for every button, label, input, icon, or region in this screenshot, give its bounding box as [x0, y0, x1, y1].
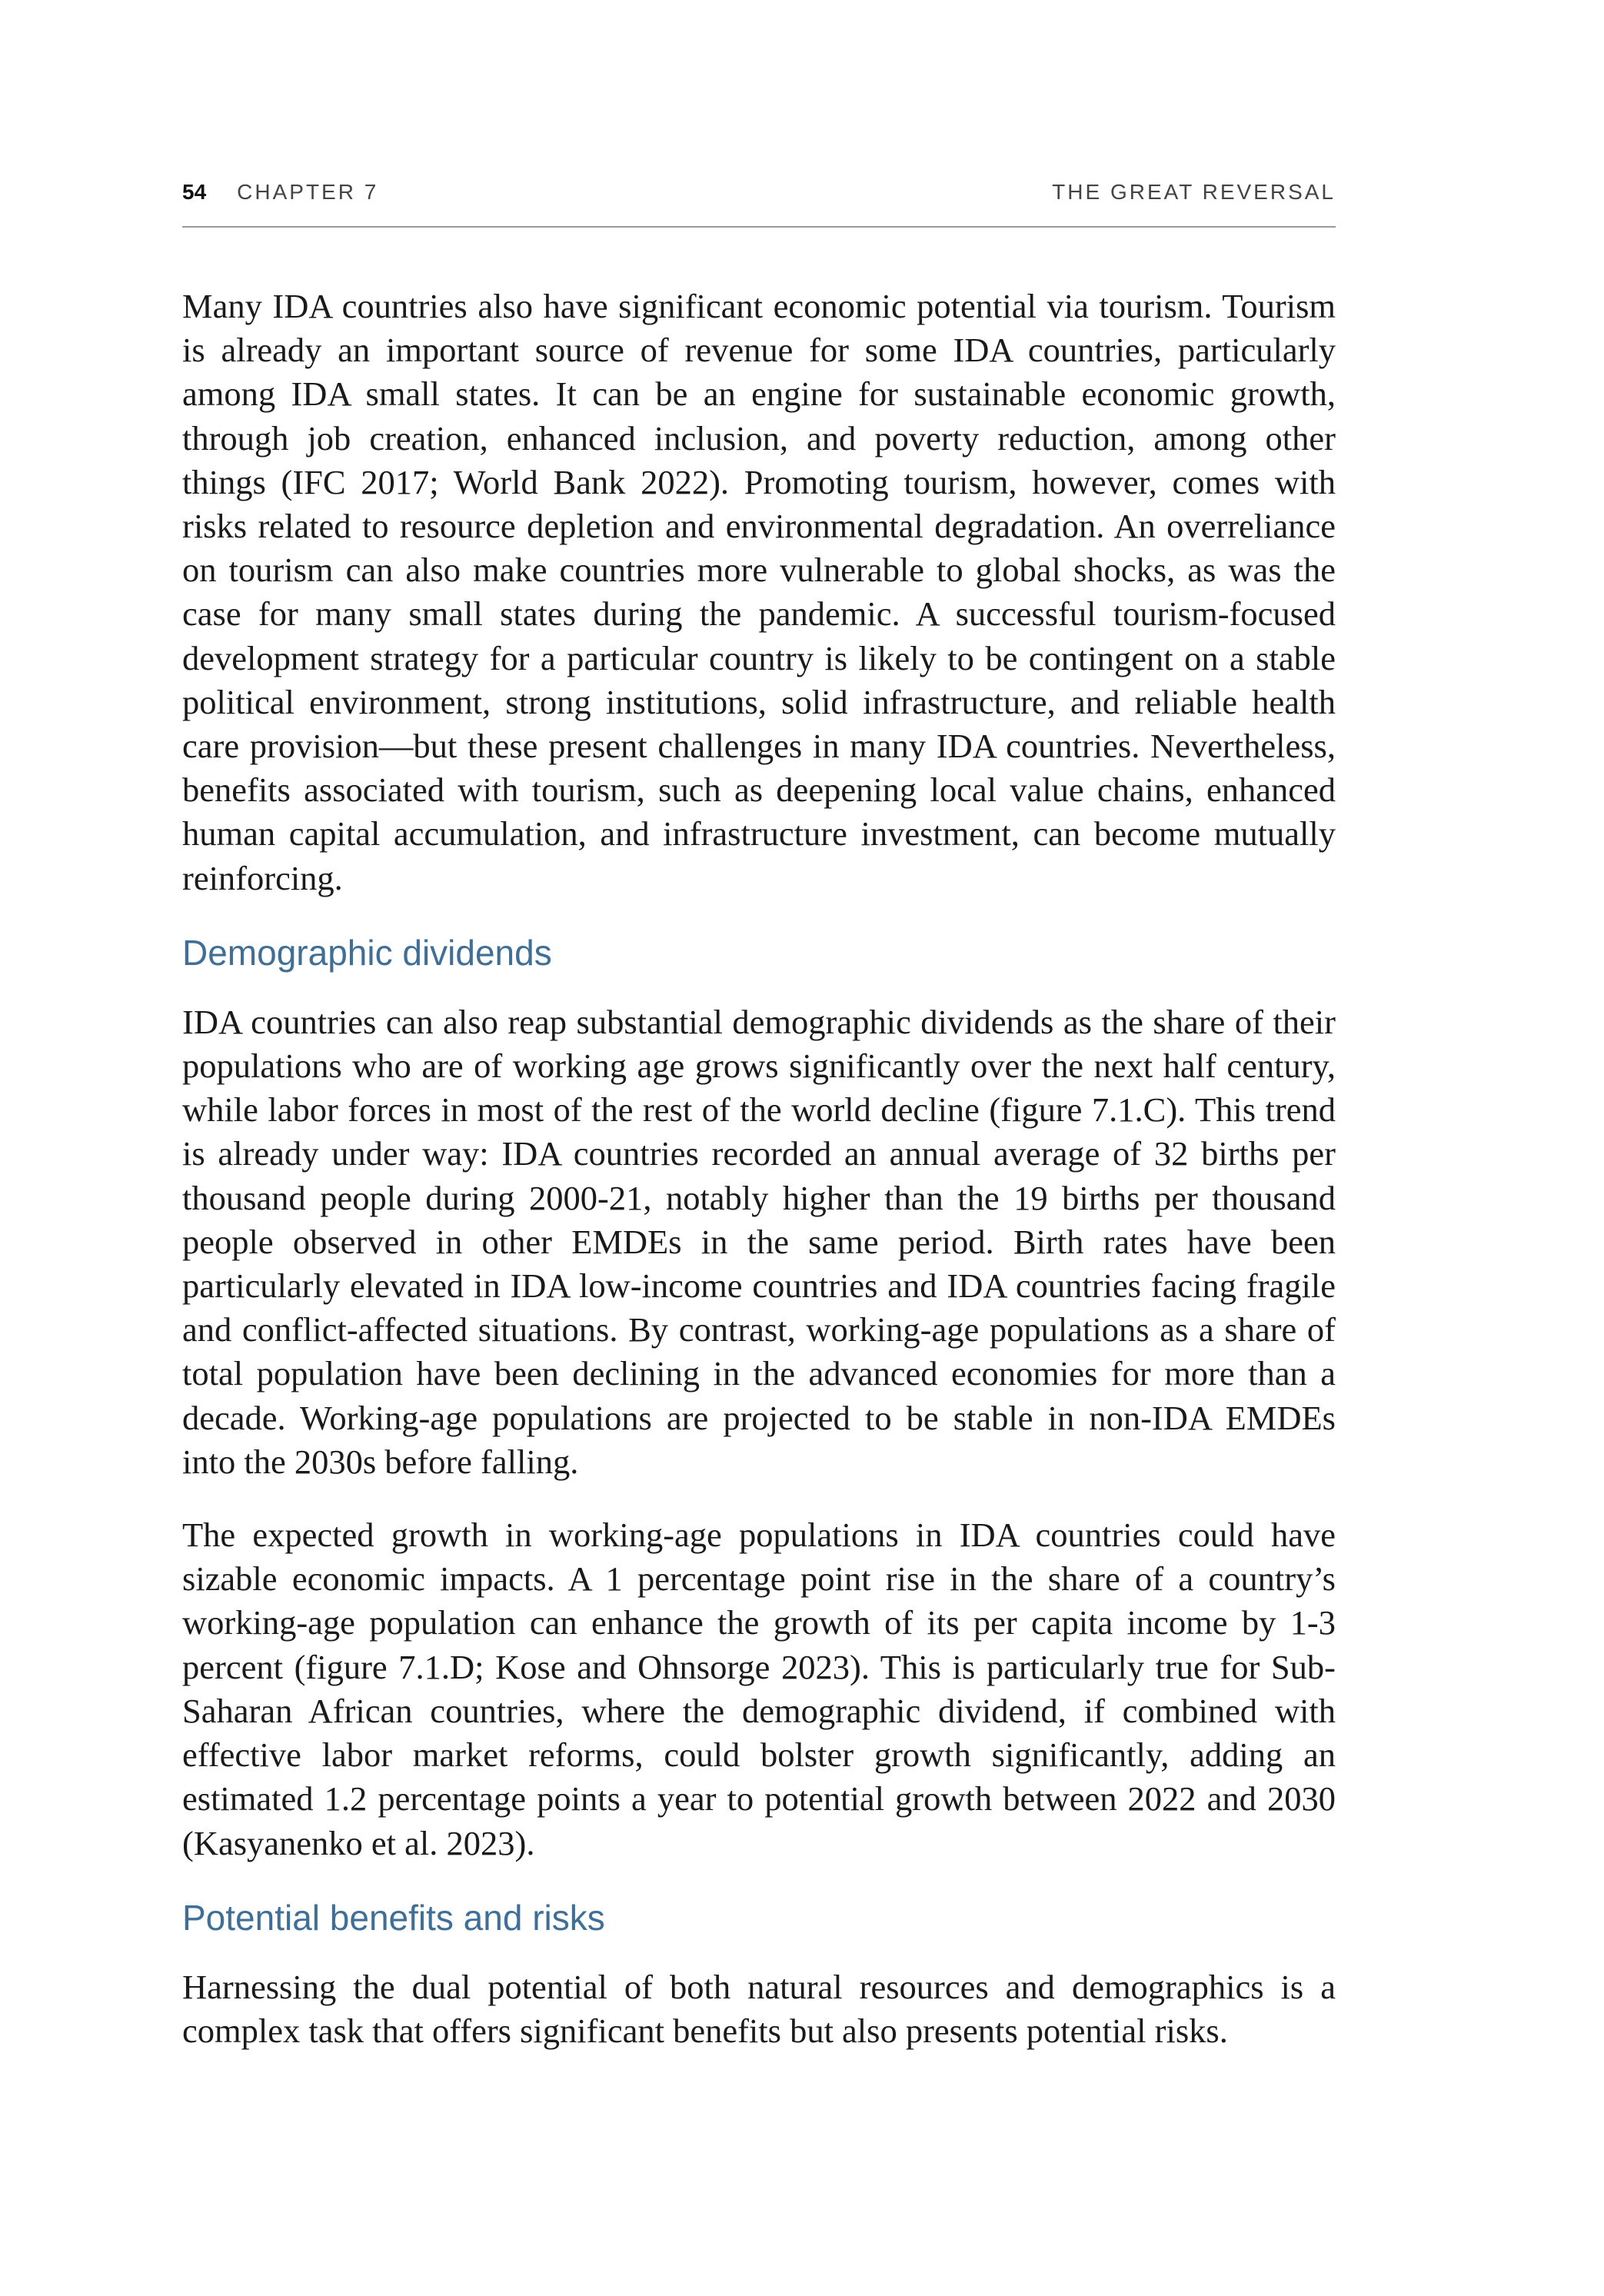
- section-heading-demographic-dividends: Demographic dividends: [182, 932, 552, 973]
- header-left: [182, 180, 378, 205]
- paragraph-potential-benefits: Harnessing the dual potential of both natural resources and demographics is a complex task that offers significant benefits but also presents potential risks.: [182, 1967, 1336, 2050]
- paragraph-tourism: Many IDA countries also have significant economic potential via tourism. Tourism is already an important source of revenue for some IDA countries, particularly among IDA small states. It can be an engine for sustainable economic growth, through job creation, enhanced inclusion, and poverty reduction, among other things (IFC 2017; World Bank 2022). Promoting tourism, however, comes with risks related to resource depletion and environmental degradation. An overreliance on tourism can also make countries more vulnerable to global shocks, as was the case for many small states during the pandemic. A successful tourism-focused development strategy for a particular country is likely to be contingent on a stable political environment, strong institutions, solid infrastructure, and reliable health care provision—but these present challenges in many IDA countries. Nevertheless, benefits associated with tourism, such as deepening local value chains, enhanced human capital accumulation, and infrastructure investment, can become mutually reinforcing.: [182, 287, 1336, 897]
- paragraph-demographic-dividends-1: IDA countries can also reap substantial demographic dividends as the share of their populations who are of working age grows significantly over the next half century, while labor forces in most of the rest of the world decline (figure 7.1.C). This trend is already under way: IDA countries recorded an annual average of 32 births per thousand people during 2000-21, notably higher than the 19 births per thousand people observed in other EMDEs in the same period. Birth rates have been particularly elevated in IDA low-income countries and IDA countries facing fragile and conflict-affected situations. By contrast, working-age populations as a share of total population have been declining in the advanced economies for more than a decade. Working-age populations are projected to be stable in non-IDA EMDEs into the 2030s before falling.: [182, 1002, 1336, 1481]
- book-title: THE GREAT REVERSAL: [1052, 180, 1336, 204]
- chapter-label: CHAPTER 7: [237, 180, 379, 204]
- body-text: [182, 285, 1336, 2082]
- page-number: 54: [182, 180, 207, 204]
- section-heading-potential-benefits-and-risks: Potential benefits and risks: [182, 1897, 605, 1938]
- paragraph-demographic-dividends-2: The expected growth in working-age populations in IDA countries could have sizable economic impacts. A 1 percentage point rise in the share of a country’s working-age population can enhance the growth of its per capita income by 1-3 percent (figure 7.1.D; Kose and Ohnsorge 2023). This is particularly true for Sub-Saharan African countries, where the demographic dividend, if combined with effective labor market reforms, could bolster growth significantly, adding an estimated 1.2 percentage points a year to potential growth between 2022 and 2030 (Kasyanenko et al. 2023).: [182, 1516, 1336, 1862]
- page-header: [182, 171, 1336, 228]
